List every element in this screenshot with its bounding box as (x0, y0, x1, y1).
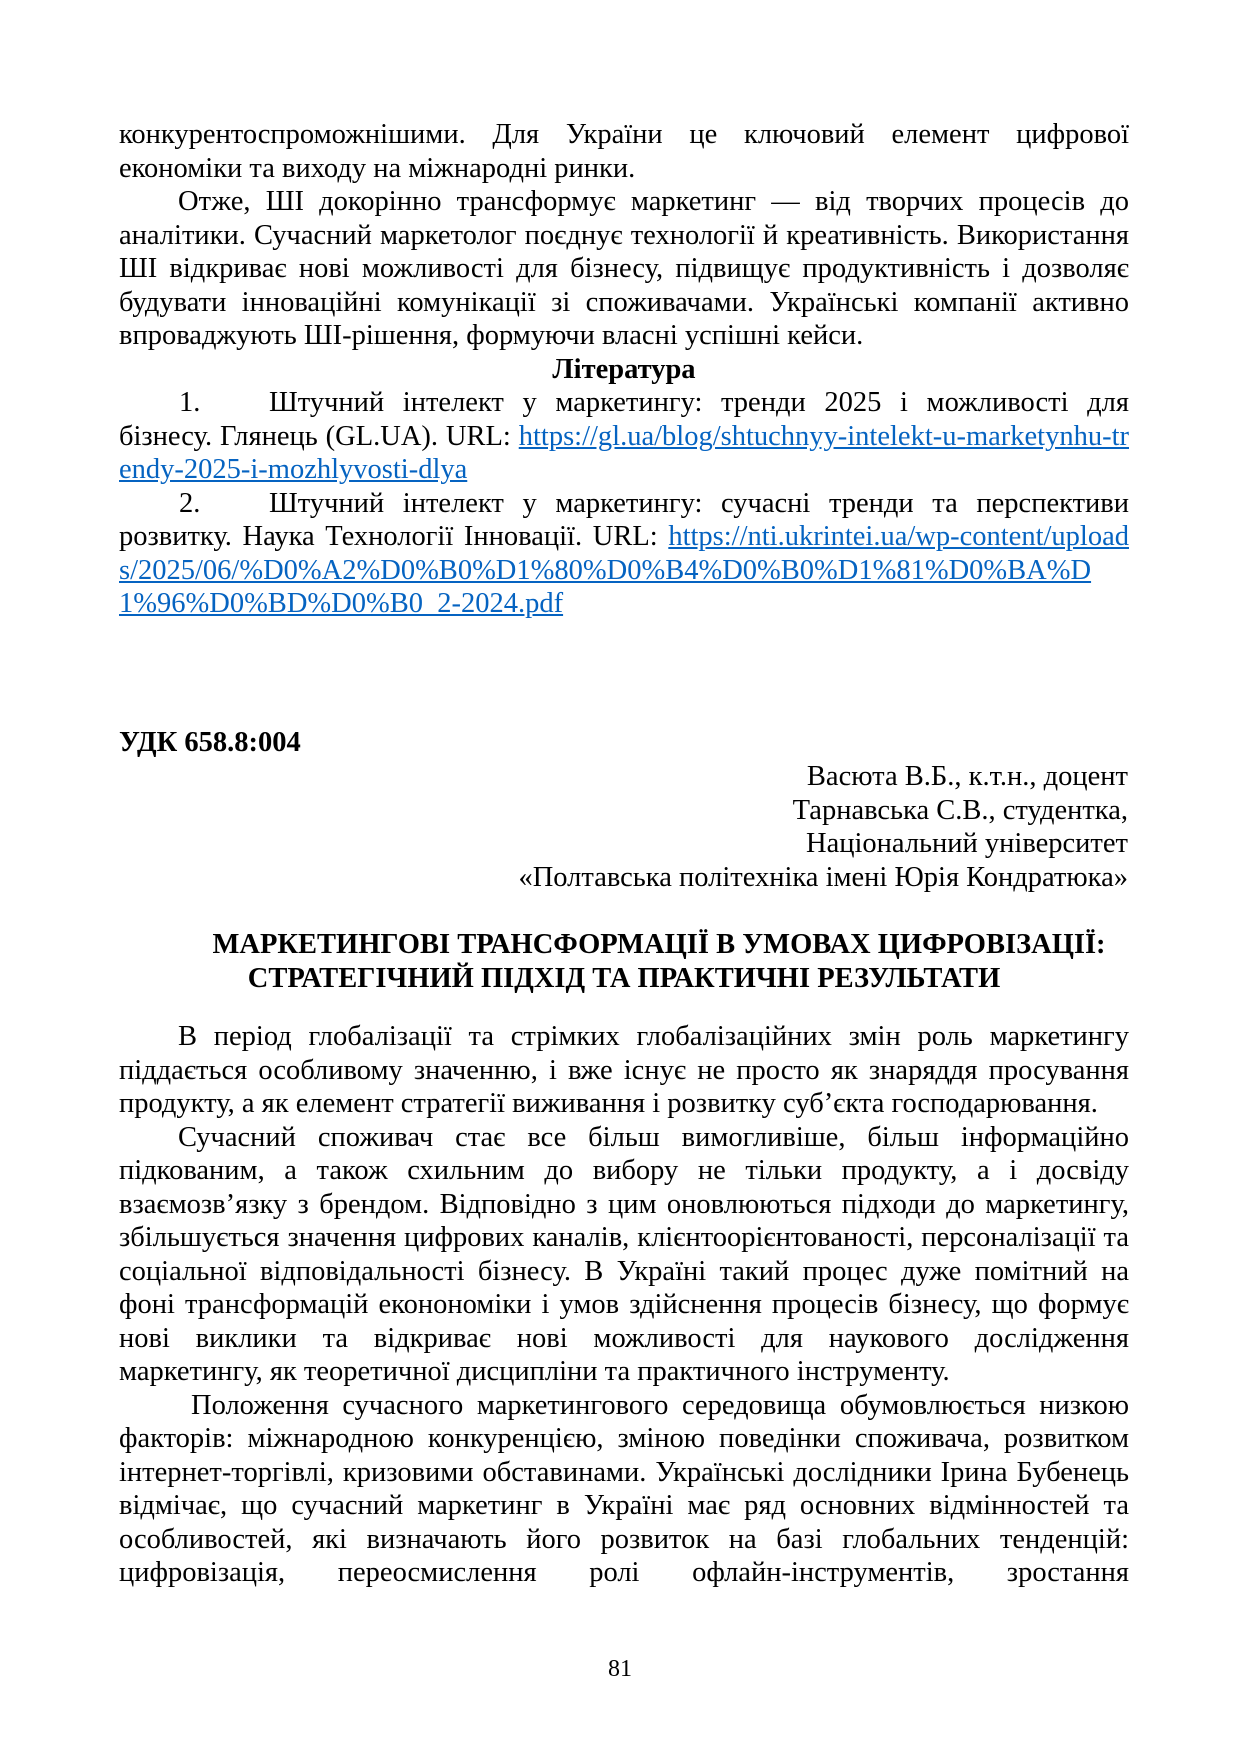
article-body (119, 1020, 1129, 1590)
reference-text: Штучний інтелект у маркетингу: тренди 2025 і можливості для бізнесу. Глянець (GL.UA). URL: (119, 387, 1129, 452)
reference-link[interactable]: https://nti.ukrintei.ua/wp-content/uploads/2025/06/%D0%A2%D0%B0%D1%80%D0%B4%D0%B0%D1%81%D0%BA%D1%96%D0%BD%D0%B0_2-2024.pdf (119, 521, 1129, 619)
reference-item (119, 487, 1129, 621)
continued-paragraph: конкурентоспроможнішими. Для України це ключовий елемент цифрової економіки та виходу на міжнародні ринки. (119, 119, 1129, 184)
affiliation-line: Національний університет (806, 828, 1128, 859)
reference-link[interactable]: https://gl.ua/blog/shtuchnyy-intelekt-u-marketynhu-trendy-2025-i-mozhlyvosti-dlya (119, 420, 1129, 485)
literature-heading: Література (552, 353, 696, 385)
reference-item (119, 386, 1129, 487)
reference-number: 2. (179, 487, 201, 519)
reference-text: Штучний інтелект у маркетингу: сучасні тренди та перспективи розвитку. Наука Технології Інновації. URL: (119, 487, 1129, 552)
affiliation-line: «Полтавська політехніка імені Юрія Кондратюка» (518, 861, 1128, 893)
authors-block (518, 760, 1128, 894)
conclusion-paragraph: Отже, ШІ докорінно трансформує маркетинг — від творчих процесів до аналітики. Сучасний маркетолог поєднує технології й креативність. Використання ШІ відкриває нові можливості для бізнесу, підвищує продуктивність і дозволяє будувати інноваційні комунікації зі споживачами. Українські компанії активно впроваджують ШІ-рішення, формуючи власні успішні кейси. (119, 186, 1129, 351)
title-line: СТРАТЕГІЧНИЙ ПІДХІД ТА ПРАКТИЧНІ РЕЗУЛЬТАТИ (247, 963, 1001, 994)
udk-code: УДК 658.8:004 (119, 727, 301, 758)
article-title (119, 928, 1129, 996)
author-line: Васюта В.Б., к.т.н., доцент (806, 761, 1128, 792)
body-paragraph: Сучасний споживач стає все більш вимогливіше, більш інформаційно підкованим, а також схильним до вибору не тільки продукту, а і досвіду взаємозв’язку з брендом. Відповідно з цим оновлюються підходи до маркетингу, збільшується значення цифрових каналів, клієнтоорієнтованості, персоналізації та соціальної відповідальності бізнесу. В Україні такий процес дуже помітний на фоні трансформацій еконономіки і умов здійснення процесів бізнесу, що формує нові виклики та відкриває нові можливості для наукового дослідження маркетингу, як теоретичної дисципліни та практичного інструменту. (119, 1121, 1129, 1387)
title-line: МАРКЕТИНГОВІ ТРАНСФОРМАЦІЇ В УМОВАХ ЦИФРОВІЗАЦІЇ: (212, 929, 1106, 960)
body-paragraph: В період глобалізації та стрімких глобалізаційних змін роль маркетингу піддається особливому значенню, і вже існує не просто як знаряддя просування продукту, а як елемент стратегії виживання і розвитку суб’єкта господарювання. (119, 1021, 1129, 1119)
author-line: Тарнавська С.В., студентка, (792, 794, 1128, 826)
reference-number: 1. (179, 387, 201, 418)
page-number: 81 (608, 1656, 632, 1682)
body-paragraph: Положення сучасного маркетингового середовища обумовлюється низкою факторів: міжнародною конкуренцією, зміною поведінки споживача, розвитком інтернет-торгівлі, кризовими обставинами. Українські дослідники Ірина Бубенець відмічає, що сучасний маркетинг в Україні має ряд основних відмінностей та особливостей, які визначають його розвиток на базі глобальних тенденцій: цифровізація, переосмислення ролі офлайн-інструментів, зростання (119, 1389, 1129, 1588)
top-text-block (119, 118, 1129, 621)
